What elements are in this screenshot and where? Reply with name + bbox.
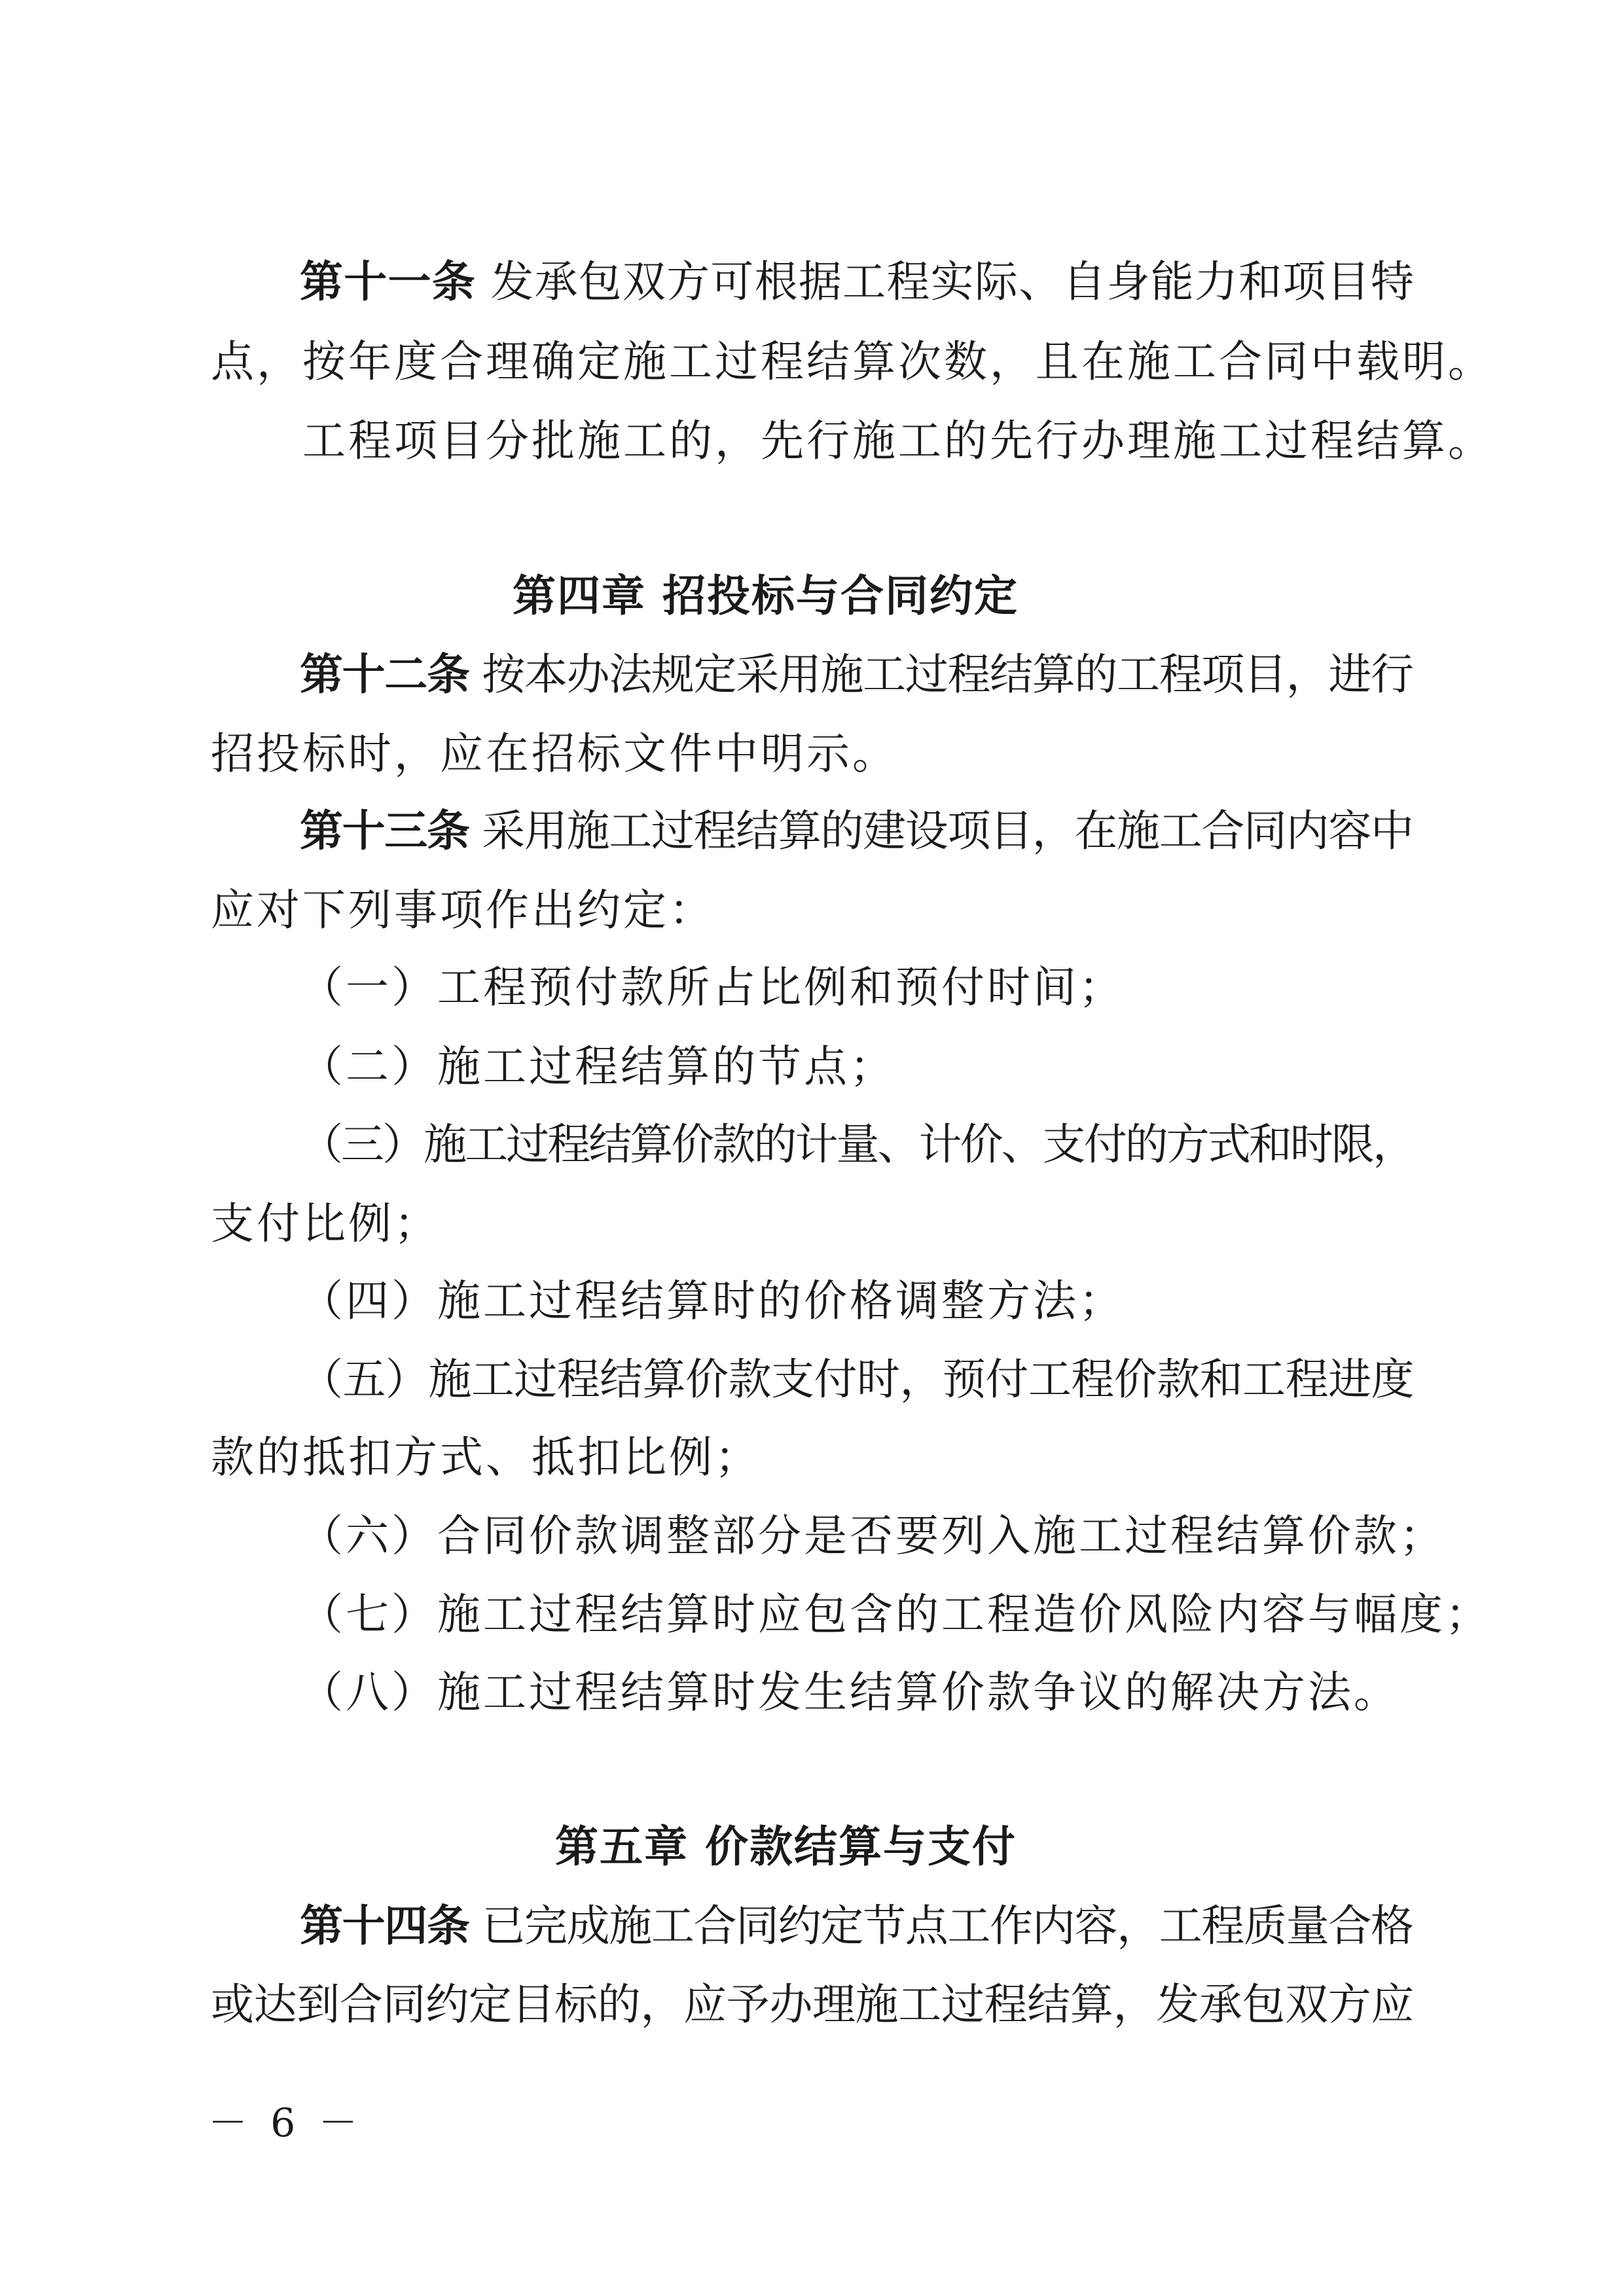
article-11-line-2: 点，按年度合理确定施工过程结算次数，且在施工合同中载明。 — [211, 336, 1494, 387]
item-3-line-1: （三）施工过程结算价款的计量、计价、支付的方式和时限， — [300, 1119, 1414, 1170]
item-2: （二）施工过程结算的节点； — [300, 1041, 895, 1092]
item-4: （四）施工过程结算时的价格调整方法； — [300, 1276, 1125, 1326]
article-12-text: 按本办法规定采用施工过程结算的工程项目，进行 — [482, 649, 1413, 700]
article-13-text: 采用施工过程结算的建设项目，在施工合同内容中 — [482, 806, 1413, 856]
article-13-line-1 — [300, 806, 1413, 856]
article-11-label: 第十一条 — [300, 257, 476, 307]
article-12-line-1 — [300, 649, 1413, 700]
chapter-5-heading: 第五章 价款结算与支付 — [555, 1821, 1017, 1872]
article-11-text: 发承包双方可根据工程实际、自身能力和项目特 — [490, 257, 1415, 307]
item-3-line-2: 支付比例； — [211, 1198, 440, 1249]
article-11-paragraph-2: 工程项目分批施工的，先行施工的先行办理施工过程结算。 — [302, 416, 1494, 466]
page-number: － 6 － — [208, 2100, 363, 2146]
article-13-line-2: 应对下列事项作出约定： — [211, 885, 715, 935]
article-11-line-1 — [300, 257, 1415, 307]
item-1: （一）工程预付款所占比例和预付时间； — [300, 962, 1125, 1013]
item-5-line-2: 款的抵扣方式、抵扣比例； — [211, 1432, 761, 1482]
article-12-line-2: 招投标时，应在招标文件中明示。 — [211, 728, 898, 779]
article-14-line-1 — [300, 1901, 1413, 1951]
item-7: （七）施工过程结算时应包含的工程造价风险内容与幅度； — [300, 1589, 1491, 1640]
article-14-text: 已完成施工合同约定节点工作内容，工程质量合格 — [482, 1901, 1413, 1951]
article-14-line-2: 或达到合同约定目标的，应予办理施工过程结算，发承包双方应 — [211, 1979, 1414, 2030]
article-12-label: 第十二条 — [300, 649, 469, 700]
article-14-label: 第十四条 — [300, 1901, 469, 1951]
article-13-label: 第十三条 — [300, 806, 469, 856]
item-6: （六）合同价款调整部分是否要列入施工过程结算价款； — [300, 1511, 1445, 1561]
chapter-4-heading: 第四章 招投标与合同约定 — [513, 571, 1019, 621]
item-8: （八）施工过程结算时发生结算价款争议的解决方法。 — [300, 1667, 1399, 1717]
item-5-line-1: （五）施工过程结算价款支付时，预付工程价款和工程进度 — [300, 1354, 1414, 1405]
